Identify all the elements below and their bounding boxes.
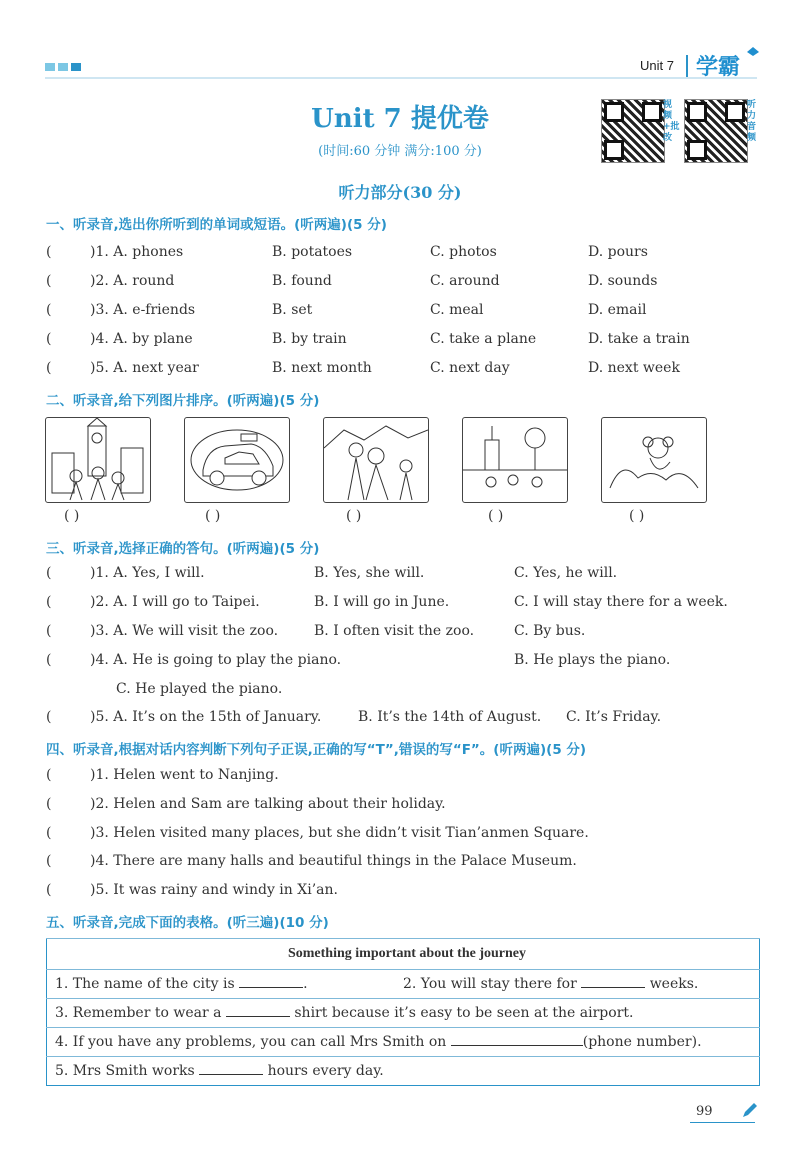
answer-bracket[interactable]: ( ) (629, 508, 645, 524)
picture-great-wall-family (323, 417, 429, 503)
table-row: 4. If you have any problems, you can call Mrs Smith on (phone number). (47, 1028, 760, 1057)
answer-bracket[interactable]: ( (46, 767, 52, 783)
qr-label-audio: 听力音频 (747, 100, 757, 143)
list-item-continuation: C. He played the piano. (116, 681, 283, 697)
header-rule (45, 77, 757, 79)
part2-heading: 二、听录音,给下列图片排序。(听两遍)(5 分) (46, 393, 320, 409)
answer-bracket[interactable]: ( ) (64, 508, 80, 524)
picture-city-skyline (462, 417, 568, 503)
answer-bracket[interactable]: ( (46, 652, 52, 668)
blank-hours[interactable] (199, 1074, 263, 1075)
answer-bracket[interactable]: ( (46, 825, 52, 841)
answer-bracket[interactable]: ( ) (488, 508, 504, 524)
blank-shirt[interactable] (226, 1016, 290, 1017)
page-subtitle: (时间:60 分钟 满分:100 分) (318, 144, 482, 159)
answer-bracket[interactable]: ( ) (205, 508, 221, 524)
table-title: Something important about the journey (47, 939, 760, 970)
brand-logo: 学霸 (696, 55, 741, 80)
qr-label-video: 视频+批改 (663, 100, 680, 143)
answer-bracket[interactable]: ( ) (346, 508, 362, 524)
header-decoration (45, 63, 81, 71)
answer-bracket[interactable]: ( (46, 709, 52, 725)
table-row: 5. Mrs Smith works hours every day. (47, 1057, 760, 1086)
answer-bracket[interactable]: ( (46, 594, 52, 610)
brand-hat-icon (746, 46, 760, 58)
header-unit-label: Unit 7 (640, 58, 674, 73)
picture-koala (601, 417, 707, 503)
footer-rule (690, 1122, 755, 1123)
page-title: Unit 7 提优卷 (311, 104, 489, 134)
part3-heading: 三、听录音,选择正确的答句。(听两遍)(5 分) (46, 541, 320, 557)
table-row: 1. The name of the city is . 2. You will stay there for weeks. (47, 970, 760, 999)
pencil-icon (740, 1102, 758, 1120)
part5-heading: 五、听录音,完成下面的表格。(听三遍)(10 分) (46, 915, 329, 931)
part1-heading: 一、听录音,选出你所听到的单词或短语。(听两遍)(5 分) (46, 217, 387, 233)
answer-bracket[interactable]: ( (46, 623, 52, 639)
answer-bracket[interactable]: ( (46, 302, 52, 318)
answer-bracket[interactable]: ( (46, 244, 52, 260)
qr-code-video[interactable] (601, 99, 665, 163)
picture-clock-tower (45, 417, 151, 503)
answer-bracket[interactable]: ( (46, 331, 52, 347)
page-number: 99 (696, 1104, 713, 1119)
answer-bracket[interactable]: ( (46, 565, 52, 581)
answer-bracket[interactable]: ( (46, 882, 52, 898)
blank-weeks[interactable] (581, 987, 645, 988)
listening-section-heading: 听力部分(30 分) (338, 183, 462, 202)
blank-phone[interactable] (451, 1045, 583, 1046)
table-row: 3. Remember to wear a shirt because it’s easy to be seen at the airport. (47, 999, 760, 1028)
answer-bracket[interactable]: ( (46, 796, 52, 812)
part4-heading: 四、听录音,根据对话内容判断下列句子正误,正确的写“T”,错误的写“F”。(听两遍)(5 分) (46, 742, 587, 758)
header-divider (686, 55, 688, 77)
picture-taxi (184, 417, 290, 503)
answer-bracket[interactable]: ( (46, 360, 52, 376)
journey-table (46, 938, 760, 1086)
answer-bracket[interactable]: ( (46, 273, 52, 289)
qr-code-audio[interactable] (684, 99, 748, 163)
answer-bracket[interactable]: ( (46, 853, 52, 869)
blank-city[interactable] (239, 987, 303, 988)
